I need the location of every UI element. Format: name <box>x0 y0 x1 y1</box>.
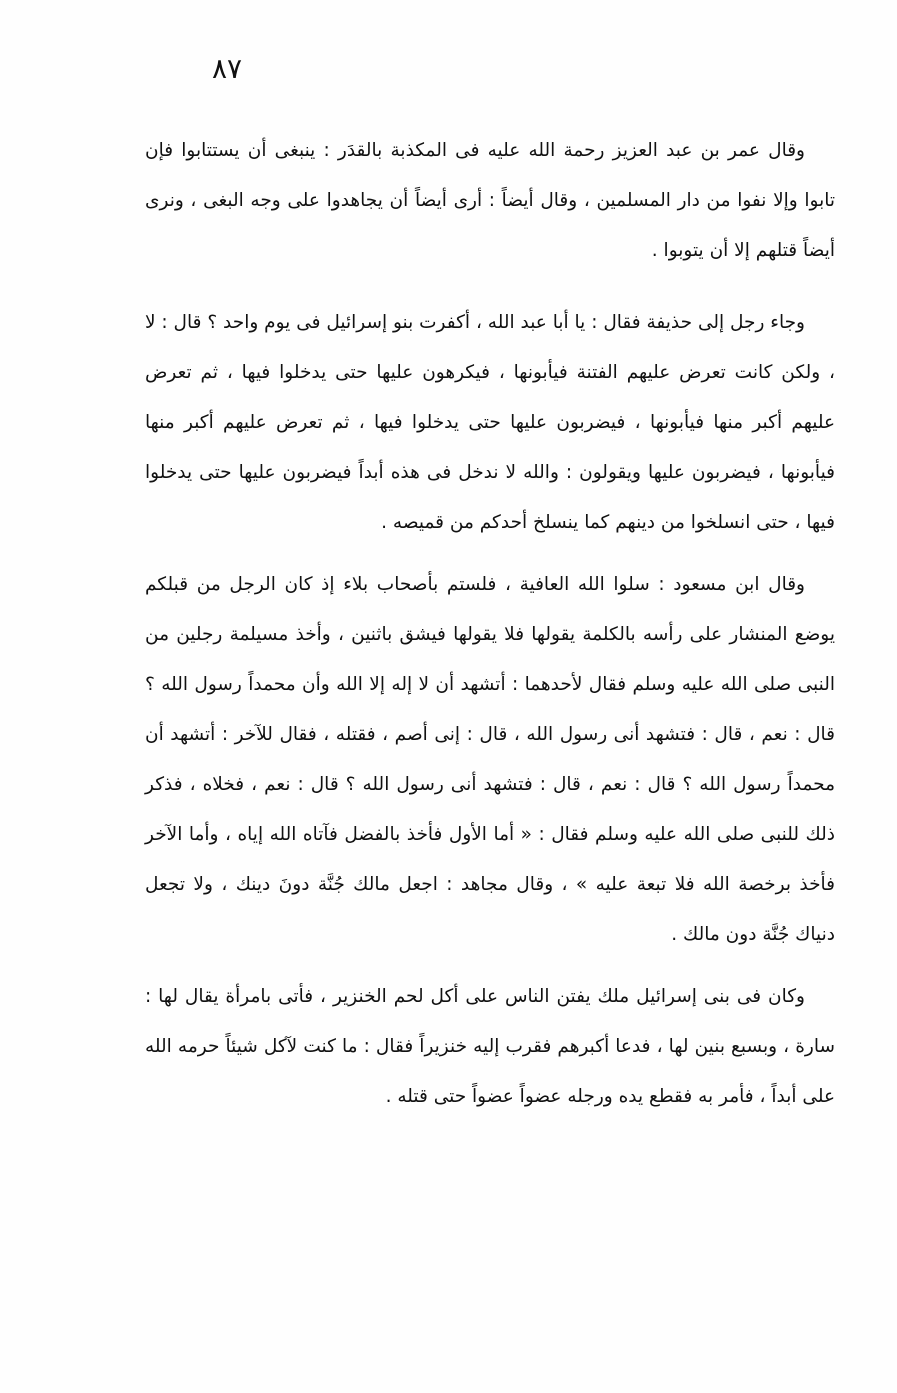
page-body <box>145 126 835 1122</box>
paragraph-hudhayfa-bani-israil: وجاء رجل إلى حذيفة فقال : يا أبا عبد الله ، أكفرت بنو إسرائيل فى يوم واحد ؟ قال : لا ، ولكن كانت تعرض عليهم الفتنة فيأبونها ، فيكرهون عليها حتى يدخلوا فيها ، ثم تعرض عليهم أكبر منها فيأبونها ، فيضربون عليها حتى يدخلوا فيها ، ثم تعرض عليهم أكبر منها فيأبونها ، فيضربون عليها ويقولون : والله لا ندخل فى هذه أبداً فيضربون عليها حتى يدخلوا فيها ، حتى انسلخوا من دينهم كما ينسلخ أحدكم من قميصه . <box>145 312 835 533</box>
paragraph-ibn-masud-musaylima: وقال ابن مسعود : سلوا الله العافية ، فلستم بأصحاب بلاء إذ كان الرجل من قبلكم يوضع المنشار على رأسه بالكلمة يقولها فلا يقولها فيشق باثنين ، وأخذ مسيلمة رجلين من النبى صلى الله عليه وسلم فقال لأحدهما : أتشهد أن لا إله إلا الله وأن محمداً رسول الله ؟ قال : نعم ، قال : فتشهد أنى رسول الله ، قال : إنى أصم ، فقتله ، فقال للآخر : أتشهد أن محمداً رسول الله ؟ قال : نعم ، قال : فتشهد أنى رسول الله ؟ قال : نعم ، فخلاه ، فذكر ذلك للنبى صلى الله عليه وسلم فقال : « أما الأول فأخذ بالفضل فآتاه الله إياه ، وأما الآخر فأخذ برخصة الله فلا تبعة عليه » ، وقال مجاهد : اجعل مالك جُنَّة دونَ دينك ، ولا تجعل دنياك جُنَّة دون مالك . <box>145 574 835 945</box>
paragraph-umar-on-qadariyya: وقال عمر بن عبد العزيز رحمة الله عليه فى المكذبة بالقدَر : ينبغى أن يستتابوا فإن تابوا وإلا نفوا من دار المسلمين ، وقال أيضاً : أرى أيضاً أن يجاهدوا على وجه البغى ، ونرى أيضاً قتلهم إلا أن يتوبوا . <box>145 140 835 261</box>
page-number: ٨٧ <box>212 52 243 85</box>
paragraph-king-of-bani-israil: وكان فى بنى إسرائيل ملك يفتن الناس على أكل لحم الخنزير ، فأتى بامرأة يقال لها : سارة ، وبسبع بنين لها ، فدعا أكبرهم فقرب إليه خنزيراً فقال : ما كنت لآكل شيئاً حرمه الله على أبداً ، فأمر به فقطع يده ورجله عضواً عضواً حتى قتله . <box>145 986 835 1107</box>
